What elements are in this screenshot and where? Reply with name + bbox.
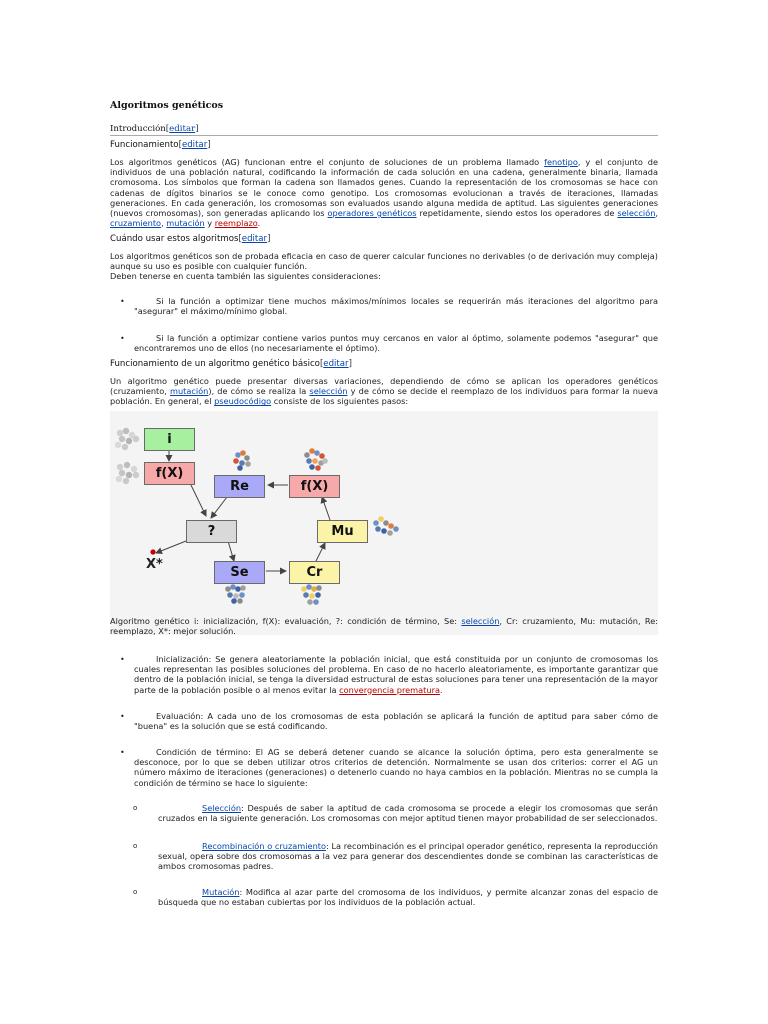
link-pseudocodigo[interactable]: pseudocódigo (214, 396, 272, 407)
edit-link[interactable]: editar (323, 359, 349, 369)
edit-link[interactable]: editar (169, 124, 196, 134)
bullet-dot: • (120, 297, 125, 306)
arrow-cr-to-mu (316, 543, 325, 561)
list-item: Si la función a optimizar contiene varios puntos muy cercanos en valor al óptimo, solamente podemos "asegurar" que encontraremos uno de ellos (no necesariamente el óptimo). (134, 333, 658, 354)
link-seleccion[interactable]: Selección (202, 803, 242, 813)
edit-link[interactable]: editar (241, 234, 268, 244)
paragraph-cuando: Los algoritmos genéticos son de probada eficacia en caso de querer calcular funciones no derivables (o de derivación muy compleja) aunque su uso es posible con cualquier función. Deben tenerse en cuenta también las siguientes consideraciones: (110, 251, 658, 282)
node-condicion-termino: ? (186, 520, 237, 543)
link-operadores-geneticos[interactable]: operadores genéticos (327, 208, 417, 219)
section-title: Funcionamiento (110, 140, 179, 150)
node-cruzamiento: Cr (289, 561, 340, 584)
link-seleccion[interactable]: selección (617, 208, 656, 219)
circle-bullet: o (133, 804, 138, 812)
circle-bullet: o (133, 888, 138, 896)
arrow-fx-to-q (190, 483, 206, 516)
link-fenotipo[interactable]: fenotipo (544, 157, 578, 167)
node-inicializacion: i (144, 428, 195, 451)
node-mutacion: Mu (317, 520, 368, 543)
list-item-inicializacion: Inicialización: Se genera aleatoriamente la población inicial, que está constituida por un conjunto de cromosomas los cuales representan las posibles soluciones del problema. En caso de no hacerlo aleatoriamente, es importante garantizar que dentro de la población inicial, se tenga la diversidad estructural de estas soluciones para tener una representación de la mayor parte de la población posible o al menos evitar la convergencia prematura. (134, 654, 658, 695)
population-cluster-colored (304, 448, 328, 471)
arrow-q-to-se (228, 541, 234, 561)
population-cluster-colored (225, 584, 246, 604)
population-cluster-colored (301, 584, 322, 605)
bullet-dot: • (120, 655, 125, 664)
list-item-seleccion: Selección: Después de saber la aptitud de cada cromosoma se procede a elegir los cromosomas que serán cruzados en la siguiente generación. Los cromosomas con mejor aptitud tienen mayor probabilidad de ser seleccionados. (158, 803, 658, 824)
section-title: Funcionamiento de un algoritmo genético básico (110, 359, 320, 369)
population-cluster-gray (116, 462, 139, 484)
circle-bullet: o (133, 842, 138, 850)
bullet-dot: • (120, 334, 125, 343)
arrow-q-to-xstar (156, 541, 186, 553)
section-heading-funcionamiento: Funcionamiento[editar] (110, 140, 211, 150)
population-cluster-colored (373, 516, 399, 536)
arrow-re-to-q (211, 497, 227, 518)
link-recombinacion[interactable]: Recombinación o cruzamiento (202, 841, 326, 851)
bullet-dot: • (120, 712, 125, 721)
edit-link[interactable]: editar (181, 140, 208, 150)
paragraph-funcionamiento: Los algoritmos genéticos (AG) funcionan entre el conjunto de soluciones de un problema llamado fenotipo, y el conjunto de individuos de una población natural, codificando la información de cada solución en una cadena, generalmente binaria, llamada cromosoma. Los símbolos que forman la cadena son llamados genes. Cuando la representación de los cromosomas se hace con cadenas de dígitos binarios se le conoce como genotipo. Los cromosomas evolucionan a través de iteraciones, llamadas generaciones. En cada generación, los cromosomas son evaluados usando alguna medida de aptitud. Las siguientes generaciones (nuevos cromosomas), son generadas aplicando los operadores genéticos repetidamente, siendo estos los operadores de selección, cruzamiento, mutación y reemplazo. (110, 157, 659, 229)
list-item-recombinacion: Recombinación o cruzamiento: La recombinación es el principal operador genético, representa la reproducción sexual, opera sobre dos cromosomas a la vez para generar dos descendientes donde se combinan las características de ambos cromosomas padres. (158, 841, 658, 872)
list-item: Si la función a optimizar tiene muchos máximos/mínimos locales se requerirán más iteraciones del algoritmo para "asegurar" el máximo/mínimo global. (134, 296, 658, 317)
section-title: Cuándo usar estos algoritmos (110, 234, 239, 244)
node-evaluacion: f(X) (144, 462, 195, 485)
section-heading-basico: Funcionamiento de un algoritmo genético básico[editar] (110, 359, 352, 369)
link-cruzamiento[interactable]: cruzamiento (110, 218, 162, 229)
list-item-condicion-termino: Condición de término: El AG se deberá detener cuando se alcance la solución óptima, pero esta generalmente se desconoce, por lo que se deben utilizar otros criterios de detención. Normalmente se usan dos criterios: correr el AG un número máximo de iteraciones (generaciones) o detenerlo cuando no haya cambios en la población. Mientras no se cumpla la condición de término se hace lo siguiente: (134, 747, 658, 788)
bullet-dot: • (120, 748, 125, 757)
link-mutacion[interactable]: mutación (170, 386, 209, 397)
link-seleccion[interactable]: selección (461, 616, 500, 626)
node-evaluacion-2: f(X) (289, 475, 340, 498)
link-convergencia-prematura[interactable]: convergencia prematura (339, 684, 440, 695)
node-reemplazo: Re (214, 475, 265, 498)
paragraph-basico: Un algoritmo genético puede presentar diversas variaciones, dependiendo de cómo se aplican los operadores genéticos (cruzamiento, mutación), de cómo se realiza la selección y de cómo se decide el reemplazo de los individuos para formar la nueva población. En general, el pseudocódigo consiste de los siguientes pasos: (110, 376, 659, 407)
section-heading-cuando: Cuándo usar estos algoritmos[editar] (110, 234, 271, 244)
list-item-evaluacion: Evaluación: A cada uno de los cromosomas de esta población se aplicará la función de aptitud para saber cómo de "buena" es la solución que se está codificando. (134, 711, 658, 732)
figure-caption: Algoritmo genético i: inicialización, f(X): evaluación, ?: condición de término, Se: selección, Cr: cruzamiento, Mu: mutación, Re: reemplazo, X*: mejor solución. (110, 616, 658, 637)
node-seleccion: Se (214, 561, 265, 584)
page-title: Algoritmos genéticos (110, 100, 224, 111)
link-mutacion[interactable]: Mutación (202, 887, 240, 897)
ga-diagram-figure (110, 411, 658, 635)
link-reemplazo[interactable]: reemplazo (214, 218, 258, 229)
best-solution-dot (150, 549, 155, 554)
arrow-mu-to-fx (322, 497, 330, 520)
population-cluster-colored (233, 450, 251, 471)
best-solution-label: X* (146, 557, 163, 572)
population-cluster-gray (115, 428, 139, 450)
link-seleccion[interactable]: selección (309, 386, 348, 397)
section-title: Introducción (110, 124, 166, 134)
section-heading-intro: Introducción[editar] (110, 124, 658, 136)
list-item-mutacion: Mutación: Modifica al azar parte del cromosoma de los individuos, y permite alcanzar zonas del espacio de búsqueda que no estaban cubiertas por los individuos de la población actual. (158, 887, 658, 908)
link-mutacion[interactable]: mutación (166, 218, 205, 229)
